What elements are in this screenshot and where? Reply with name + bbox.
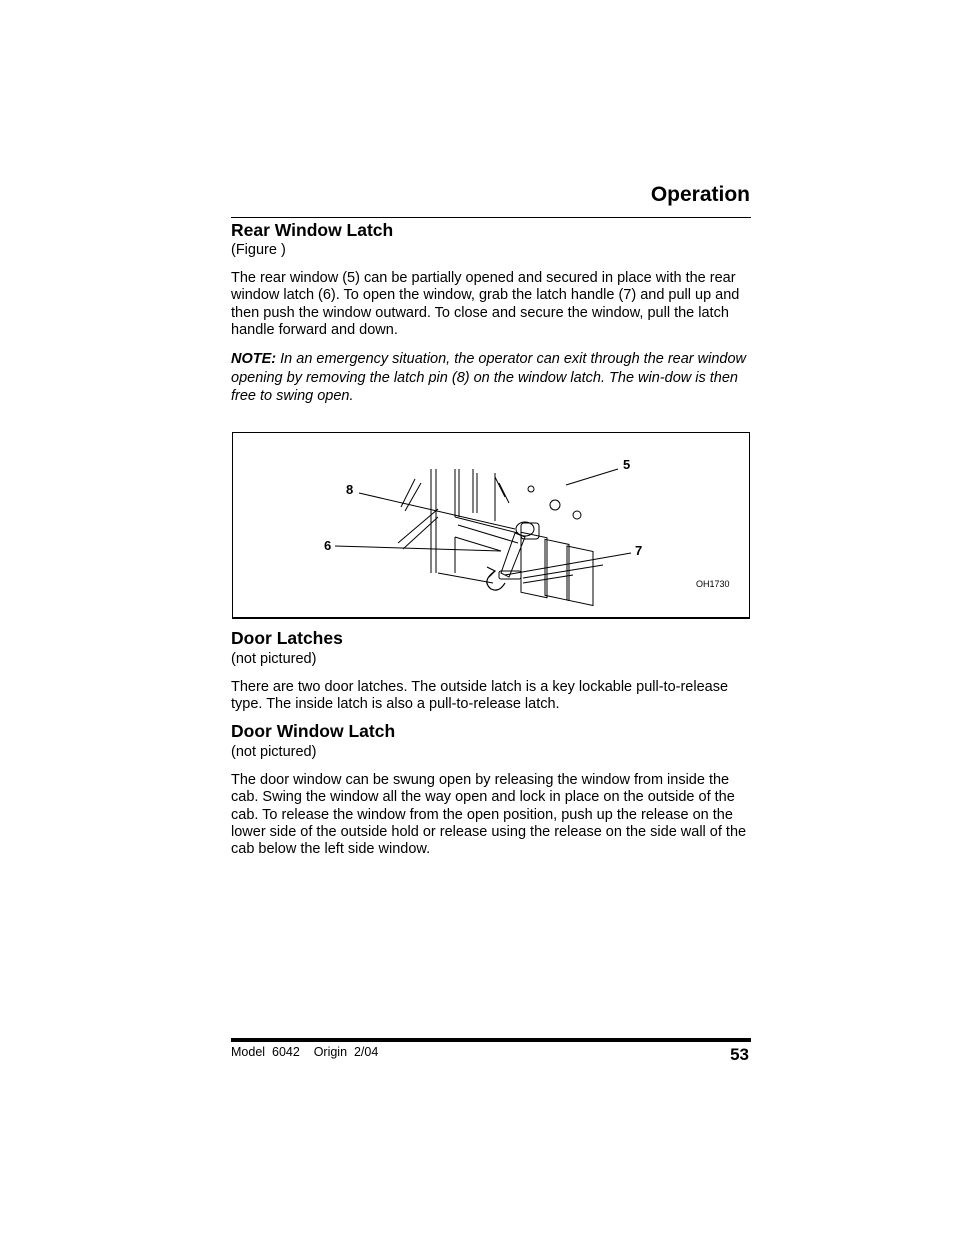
door-window-body: The door window can be swung open by releasing the window from inside the cab. Swing the window all the way open and lock in place on the outside of the cab. To release the window from the open position, push up the release on the lower side of the outside hold or release using the release on the side wall of the cab below the left side window.	[231, 772, 747, 858]
leader-line-5	[566, 469, 618, 485]
door-latches-body: There are two door latches. The outside latch is a key lockable pull-to-release type. The inside latch is also a pull-to-release latch.	[231, 679, 729, 713]
door-latches-subheading: (not pictured)	[231, 651, 317, 667]
top-rule	[231, 217, 751, 218]
footer-model-info: Model 6042 Origin 2/04	[231, 1045, 379, 1059]
rear-window-heading: Rear Window Latch	[231, 220, 394, 240]
rear-window-subheading: (Figure )	[231, 242, 286, 258]
page-number: 53	[730, 1045, 749, 1064]
rear-window-body: The rear window (5) can be partially opened and secured in place with the rear window latch (6). To open the window, grab the latch handle (7) and pull up and then push the window outward. To close and secure the window, pull the latch handle forward and down.	[231, 270, 740, 338]
callout-8: 8	[346, 482, 354, 497]
rear-window-note	[231, 350, 756, 406]
door-latches-heading: Door Latches	[231, 628, 343, 648]
leader-line-6	[335, 546, 501, 551]
bottom-rule	[231, 1038, 751, 1042]
leader-line-8	[359, 493, 515, 529]
leader-line-7	[505, 553, 631, 575]
callout-6: 6	[324, 538, 332, 553]
note-label: NOTE:	[231, 351, 277, 367]
door-window-heading: Door Window Latch	[231, 721, 396, 741]
section-title: Operation	[650, 183, 750, 206]
latch-illustration	[233, 433, 749, 617]
figure-code: OH1730	[696, 579, 730, 589]
callout-5: 5	[623, 457, 631, 472]
note-text: In an emergency situation, the operator can exit through the rear window opening by removing the latch pin (8) on the window latch. The win-dow is then free to swing open.	[231, 351, 747, 404]
door-window-subheading: (not pictured)	[231, 744, 317, 760]
callout-7: 7	[635, 543, 643, 558]
figure-rear-window-latch	[232, 432, 750, 619]
